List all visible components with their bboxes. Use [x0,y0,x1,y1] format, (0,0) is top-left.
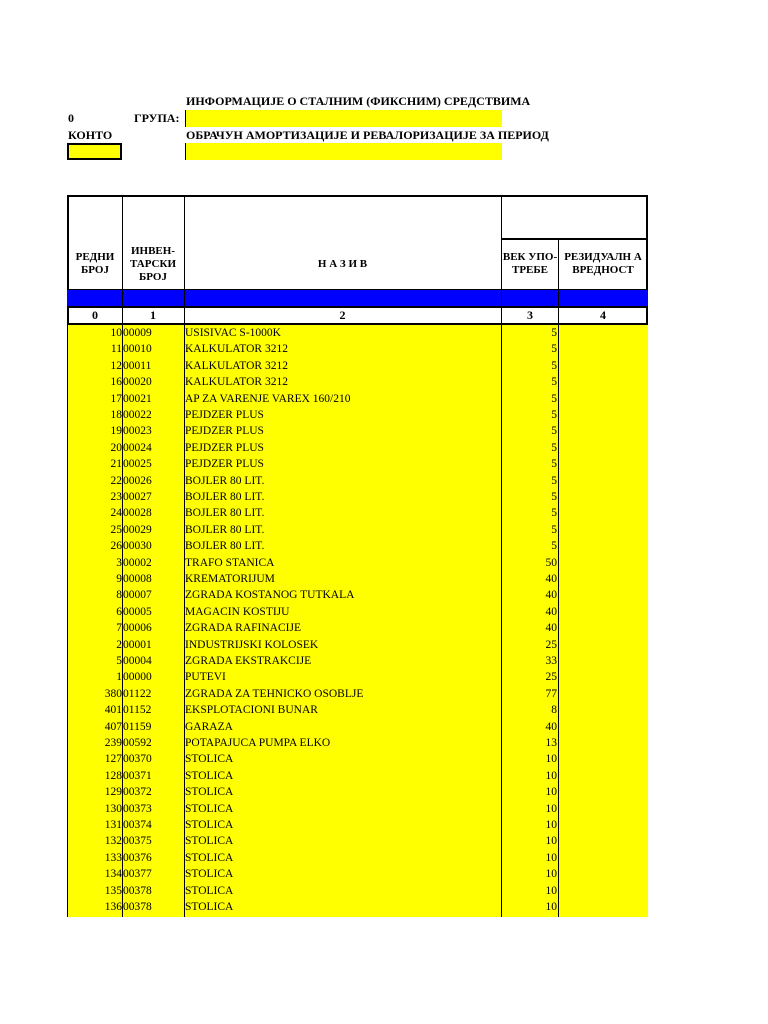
table-row[interactable] [68,669,648,685]
cell-redni-broj: 133 [104,851,122,864]
cell-inventarski-broj: 00023 [123,425,152,438]
cell-inventarski-broj: 00024 [123,441,152,454]
col-number-2: 2 [339,308,346,322]
cell-vek-upotrebe: 40 [545,605,557,618]
band-divider-4 [558,290,559,306]
cell-naziv: KALKULATOR 3212 [185,359,288,372]
cell-redni-broj: 16 [110,376,122,389]
table-row[interactable] [68,489,648,505]
cell-naziv: ZGRADA KOSTANOG TUTKALA [185,589,355,602]
table-row[interactable] [68,866,648,882]
cell-redni-broj: 407 [104,720,122,733]
cell-redni-broj: 5 [116,655,122,667]
cell-inventarski-broj: 00005 [123,605,152,618]
table-row[interactable] [68,440,648,456]
cell-inventarski-broj: 01122 [123,687,152,700]
cell-redni-broj: 25 [110,523,122,536]
col-header-redni-broj: РЕДНИ БРОЈ [75,251,115,276]
cell-vek-upotrebe: 5 [551,343,557,356]
cell-naziv: POTAPAJUCA PUMPA ELKO [185,737,331,749]
cell-vek-upotrebe: 10 [545,868,557,881]
cell-naziv: STOLICA [185,884,234,897]
col-number-3: 3 [527,308,533,322]
table-row[interactable] [68,637,648,653]
cell-redni-broj: 23 [110,491,122,503]
cell-vek-upotrebe: 40 [545,573,557,585]
cell-naziv: KALKULATOR 3212 [185,376,288,389]
cell-redni-broj: 2 [116,638,122,651]
cell-naziv: PEJDZER PLUS [185,441,264,454]
cell-naziv: ZGRADA ZA TEHNICKO OSOBLJE [185,687,364,700]
cell-inventarski-broj: 00375 [123,835,152,848]
group-input[interactable] [185,110,502,127]
cell-naziv: BOJLER 80 LIT. [185,507,265,520]
report-title: ИНФОРМАЦИЈЕ О СТАЛНИМ (ФИКСНИМ) СРЕДСТВИМА [186,94,531,108]
table-row[interactable] [68,538,648,554]
cell-vek-upotrebe: 5 [551,376,557,389]
cell-vek-upotrebe: 40 [545,720,557,733]
cell-redni-broj: 401 [104,704,122,717]
table-row[interactable] [68,833,648,849]
cell-redni-broj: 26 [110,540,122,553]
cell-naziv: STOLICA [185,802,234,815]
cell-inventarski-broj: 00378 [123,901,152,913]
cell-inventarski-broj: 00000 [123,671,152,684]
band-divider-3 [501,290,502,306]
konto-input[interactable] [67,143,122,160]
blue-band [67,290,648,306]
cell-vek-upotrebe: 10 [545,851,557,864]
cell-inventarski-broj: 00371 [123,769,152,782]
cell-naziv: BOJLER 80 LIT. [185,523,265,536]
cell-naziv: PEJDZER PLUS [185,458,264,471]
cell-redni-broj: 128 [104,769,122,782]
data-table-body [68,325,648,917]
cell-vek-upotrebe: 5 [551,359,557,372]
group-label: ГРУПА: [134,111,180,125]
cell-redni-broj: 9 [116,573,122,585]
col-number-4: 4 [600,308,606,322]
cell-inventarski-broj: 01159 [123,720,152,733]
cell-naziv: STOLICA [185,835,234,848]
table-row[interactable] [68,801,648,817]
table-row[interactable] [68,653,648,669]
cell-inventarski-broj: 00029 [123,523,152,536]
table-row[interactable] [68,555,648,571]
cell-vek-upotrebe: 77 [545,687,557,700]
cell-vek-upotrebe: 25 [545,638,557,651]
table-row[interactable] [68,883,648,899]
table-row[interactable] [68,407,648,423]
cell-redni-broj: 3 [116,556,122,569]
cell-vek-upotrebe: 33 [545,655,557,667]
cell-vek-upotrebe: 10 [545,901,557,913]
table-row[interactable] [68,473,648,489]
cell-vek-upotrebe: 5 [551,441,557,454]
cell-redni-broj: 11 [110,343,122,356]
cell-redni-broj: 136 [104,901,122,913]
group-input-cursor [185,110,186,127]
cell-inventarski-broj: 00027 [123,491,152,503]
cell-vek-upotrebe: 40 [545,622,557,635]
cell-redni-broj: 7 [116,622,122,635]
cell-vek-upotrebe: 10 [545,835,557,848]
cell-naziv: GARAZA [185,720,233,733]
cell-vek-upotrebe: 10 [545,769,557,782]
cell-inventarski-broj: 00378 [123,884,152,897]
cell-naziv: PUTEVI [185,671,226,684]
cell-naziv: STOLICA [185,851,234,864]
band-divider-2 [184,290,185,306]
cell-vek-upotrebe: 13 [545,737,557,749]
table-row[interactable] [68,735,648,751]
table-row[interactable] [68,374,648,390]
cell-naziv: STOLICA [185,753,234,766]
table-row[interactable] [68,587,648,603]
col-number-1: 1 [150,308,156,322]
cell-inventarski-broj: 00004 [123,655,152,667]
cell-redni-broj: 130 [104,802,122,815]
cell-inventarski-broj: 00010 [123,343,152,356]
cell-vek-upotrebe: 5 [551,392,557,405]
table-row[interactable] [68,358,648,374]
period-input[interactable] [185,143,502,160]
table-row[interactable] [68,391,648,407]
cell-redni-broj: 19 [110,425,122,438]
cell-naziv: AP ZA VARENJE VAREX 160/210 [185,392,351,405]
table-row[interactable] [68,604,648,620]
table-row[interactable] [68,768,648,784]
cell-naziv: EKSPLOTACIONI BUNAR [185,704,318,717]
cell-inventarski-broj: 00372 [123,786,152,799]
cell-redni-broj: 1 [116,671,122,684]
cell-vek-upotrebe: 10 [545,884,557,897]
cell-redni-broj: 239 [104,737,122,749]
cell-vek-upotrebe: 5 [551,474,557,487]
cell-inventarski-broj: 00002 [123,556,152,569]
cell-naziv: KALKULATOR 3212 [185,343,288,356]
table-row[interactable] [68,686,648,702]
cell-inventarski-broj: 00006 [123,622,152,635]
body-divider-4 [558,325,559,917]
cell-inventarski-broj: 00377 [123,868,152,881]
cell-vek-upotrebe: 10 [545,819,557,831]
cell-redni-broj: 6 [116,605,122,618]
table-row[interactable] [68,702,648,718]
cell-naziv: BOJLER 80 LIT. [185,474,265,487]
konto-label: КОНТО [68,128,113,142]
cell-naziv: STOLICA [185,769,234,782]
body-divider-1 [122,325,123,917]
body-divider-2 [184,325,185,917]
cell-inventarski-broj: 00376 [123,851,152,864]
cell-vek-upotrebe: 8 [551,704,557,717]
cell-inventarski-broj: 00373 [123,802,152,815]
cell-naziv: PEJDZER PLUS [185,425,264,438]
cell-redni-broj: 380 [104,687,122,700]
cell-naziv: BOJLER 80 LIT. [185,491,265,503]
table-row[interactable] [68,899,648,915]
table-row[interactable] [68,784,648,800]
cell-inventarski-broj: 00007 [123,589,152,602]
cell-inventarski-broj: 00374 [123,819,152,831]
table-row[interactable] [68,751,648,767]
cell-inventarski-broj: 00030 [123,540,152,553]
cell-naziv: STOLICA [185,901,234,913]
cell-naziv: TRAFO STANICA [185,556,275,569]
cell-redni-broj: 24 [110,507,122,520]
cell-vek-upotrebe: 50 [545,556,557,569]
table-row[interactable] [68,325,648,341]
col-header-inventarski-broj: ИНВЕН- ТАРСКИ БРОЈ [129,244,177,283]
cell-redni-broj: 132 [104,835,122,848]
cell-redni-broj: 8 [116,589,122,602]
cell-inventarski-broj: 00021 [123,392,152,405]
table-row[interactable] [68,719,648,735]
cell-redni-broj: 12 [110,359,122,372]
cell-inventarski-broj: 01152 [123,704,152,717]
cell-naziv: STOLICA [185,868,234,881]
cell-vek-upotrebe: 5 [551,409,557,421]
cell-vek-upotrebe: 25 [545,671,557,684]
cell-redni-broj: 22 [110,474,122,487]
cell-vek-upotrebe: 10 [545,753,557,766]
cell-naziv: BOJLER 80 LIT. [185,540,265,553]
cell-inventarski-broj: 00020 [123,376,152,389]
cell-naziv: INDUSTRIJSKI KOLOSEK [185,638,319,651]
cell-inventarski-broj: 00022 [123,409,152,421]
table-row[interactable] [68,571,648,587]
cell-redni-broj: 10 [110,327,122,339]
cell-inventarski-broj: 00001 [123,638,152,651]
cell-redni-broj: 129 [104,786,122,799]
cell-inventarski-broj: 00011 [123,359,152,372]
cell-redni-broj: 127 [104,753,122,766]
table-row[interactable] [68,620,648,636]
zero-label: 0 [68,111,74,125]
cell-vek-upotrebe: 40 [545,589,557,602]
cell-naziv: ZGRADA RAFINACIJE [185,622,301,635]
cell-inventarski-broj: 00370 [123,753,152,766]
cell-naziv: STOLICA [185,819,234,831]
col-header-vek-upotrebe: ВЕК УПО- ТРЕБЕ [502,251,558,276]
cell-naziv: PEJDZER PLUS [185,409,264,421]
cell-vek-upotrebe: 5 [551,458,557,471]
body-divider-left [67,325,68,917]
cell-redni-broj: 18 [110,409,122,421]
cell-vek-upotrebe: 5 [551,523,557,536]
table-row[interactable] [68,850,648,866]
cell-inventarski-broj: 00026 [123,474,152,487]
cell-vek-upotrebe: 5 [551,507,557,520]
cell-naziv: STOLICA [185,786,234,799]
cell-inventarski-broj: 00592 [123,737,152,749]
cell-vek-upotrebe: 10 [545,802,557,815]
table-row[interactable] [68,341,648,357]
report-subtitle: ОБРАЧУН АМОРТИЗАЦИЈЕ И РЕВАЛОРИЗАЦИЈЕ ЗА ПЕРИОД [186,128,549,142]
band-divider-1 [122,290,123,306]
cell-inventarski-broj: 00025 [123,458,152,471]
table-row[interactable] [68,423,648,439]
cell-vek-upotrebe: 5 [551,540,557,553]
cell-redni-broj: 21 [110,458,122,471]
cell-vek-upotrebe: 10 [545,786,557,799]
cell-vek-upotrebe: 5 [551,425,557,438]
col-header-rezidualna-vrednost: РЕЗИДУАЛН А ВРЕДНОСТ [564,251,642,276]
body-divider-3 [501,325,502,917]
cell-redni-broj: 135 [104,884,122,897]
col-header-naziv: Н А З И В [317,257,368,270]
table-row[interactable] [68,456,648,472]
cell-naziv: ZGRADA EKSTRAKCIJE [185,655,312,667]
cell-inventarski-broj: 00008 [123,573,152,585]
cell-inventarski-broj: 00028 [123,507,152,520]
cell-naziv: MAGACIN KOSTIJU [185,605,290,618]
cell-naziv: USISIVAC S-1000K [185,327,281,339]
cell-redni-broj: 134 [104,868,122,881]
cell-inventarski-broj: 00009 [123,327,152,339]
col-number-0: 0 [92,308,98,322]
table-row[interactable] [68,817,648,833]
cell-redni-broj: 20 [110,441,122,454]
cell-vek-upotrebe: 5 [551,327,557,339]
cell-naziv: KREMATORIJUM [185,573,275,585]
table-row[interactable] [68,522,648,538]
table-row[interactable] [68,505,648,521]
cell-vek-upotrebe: 5 [551,491,557,503]
cell-redni-broj: 131 [104,819,122,831]
cell-redni-broj: 17 [110,392,122,405]
period-input-cursor [185,143,186,160]
